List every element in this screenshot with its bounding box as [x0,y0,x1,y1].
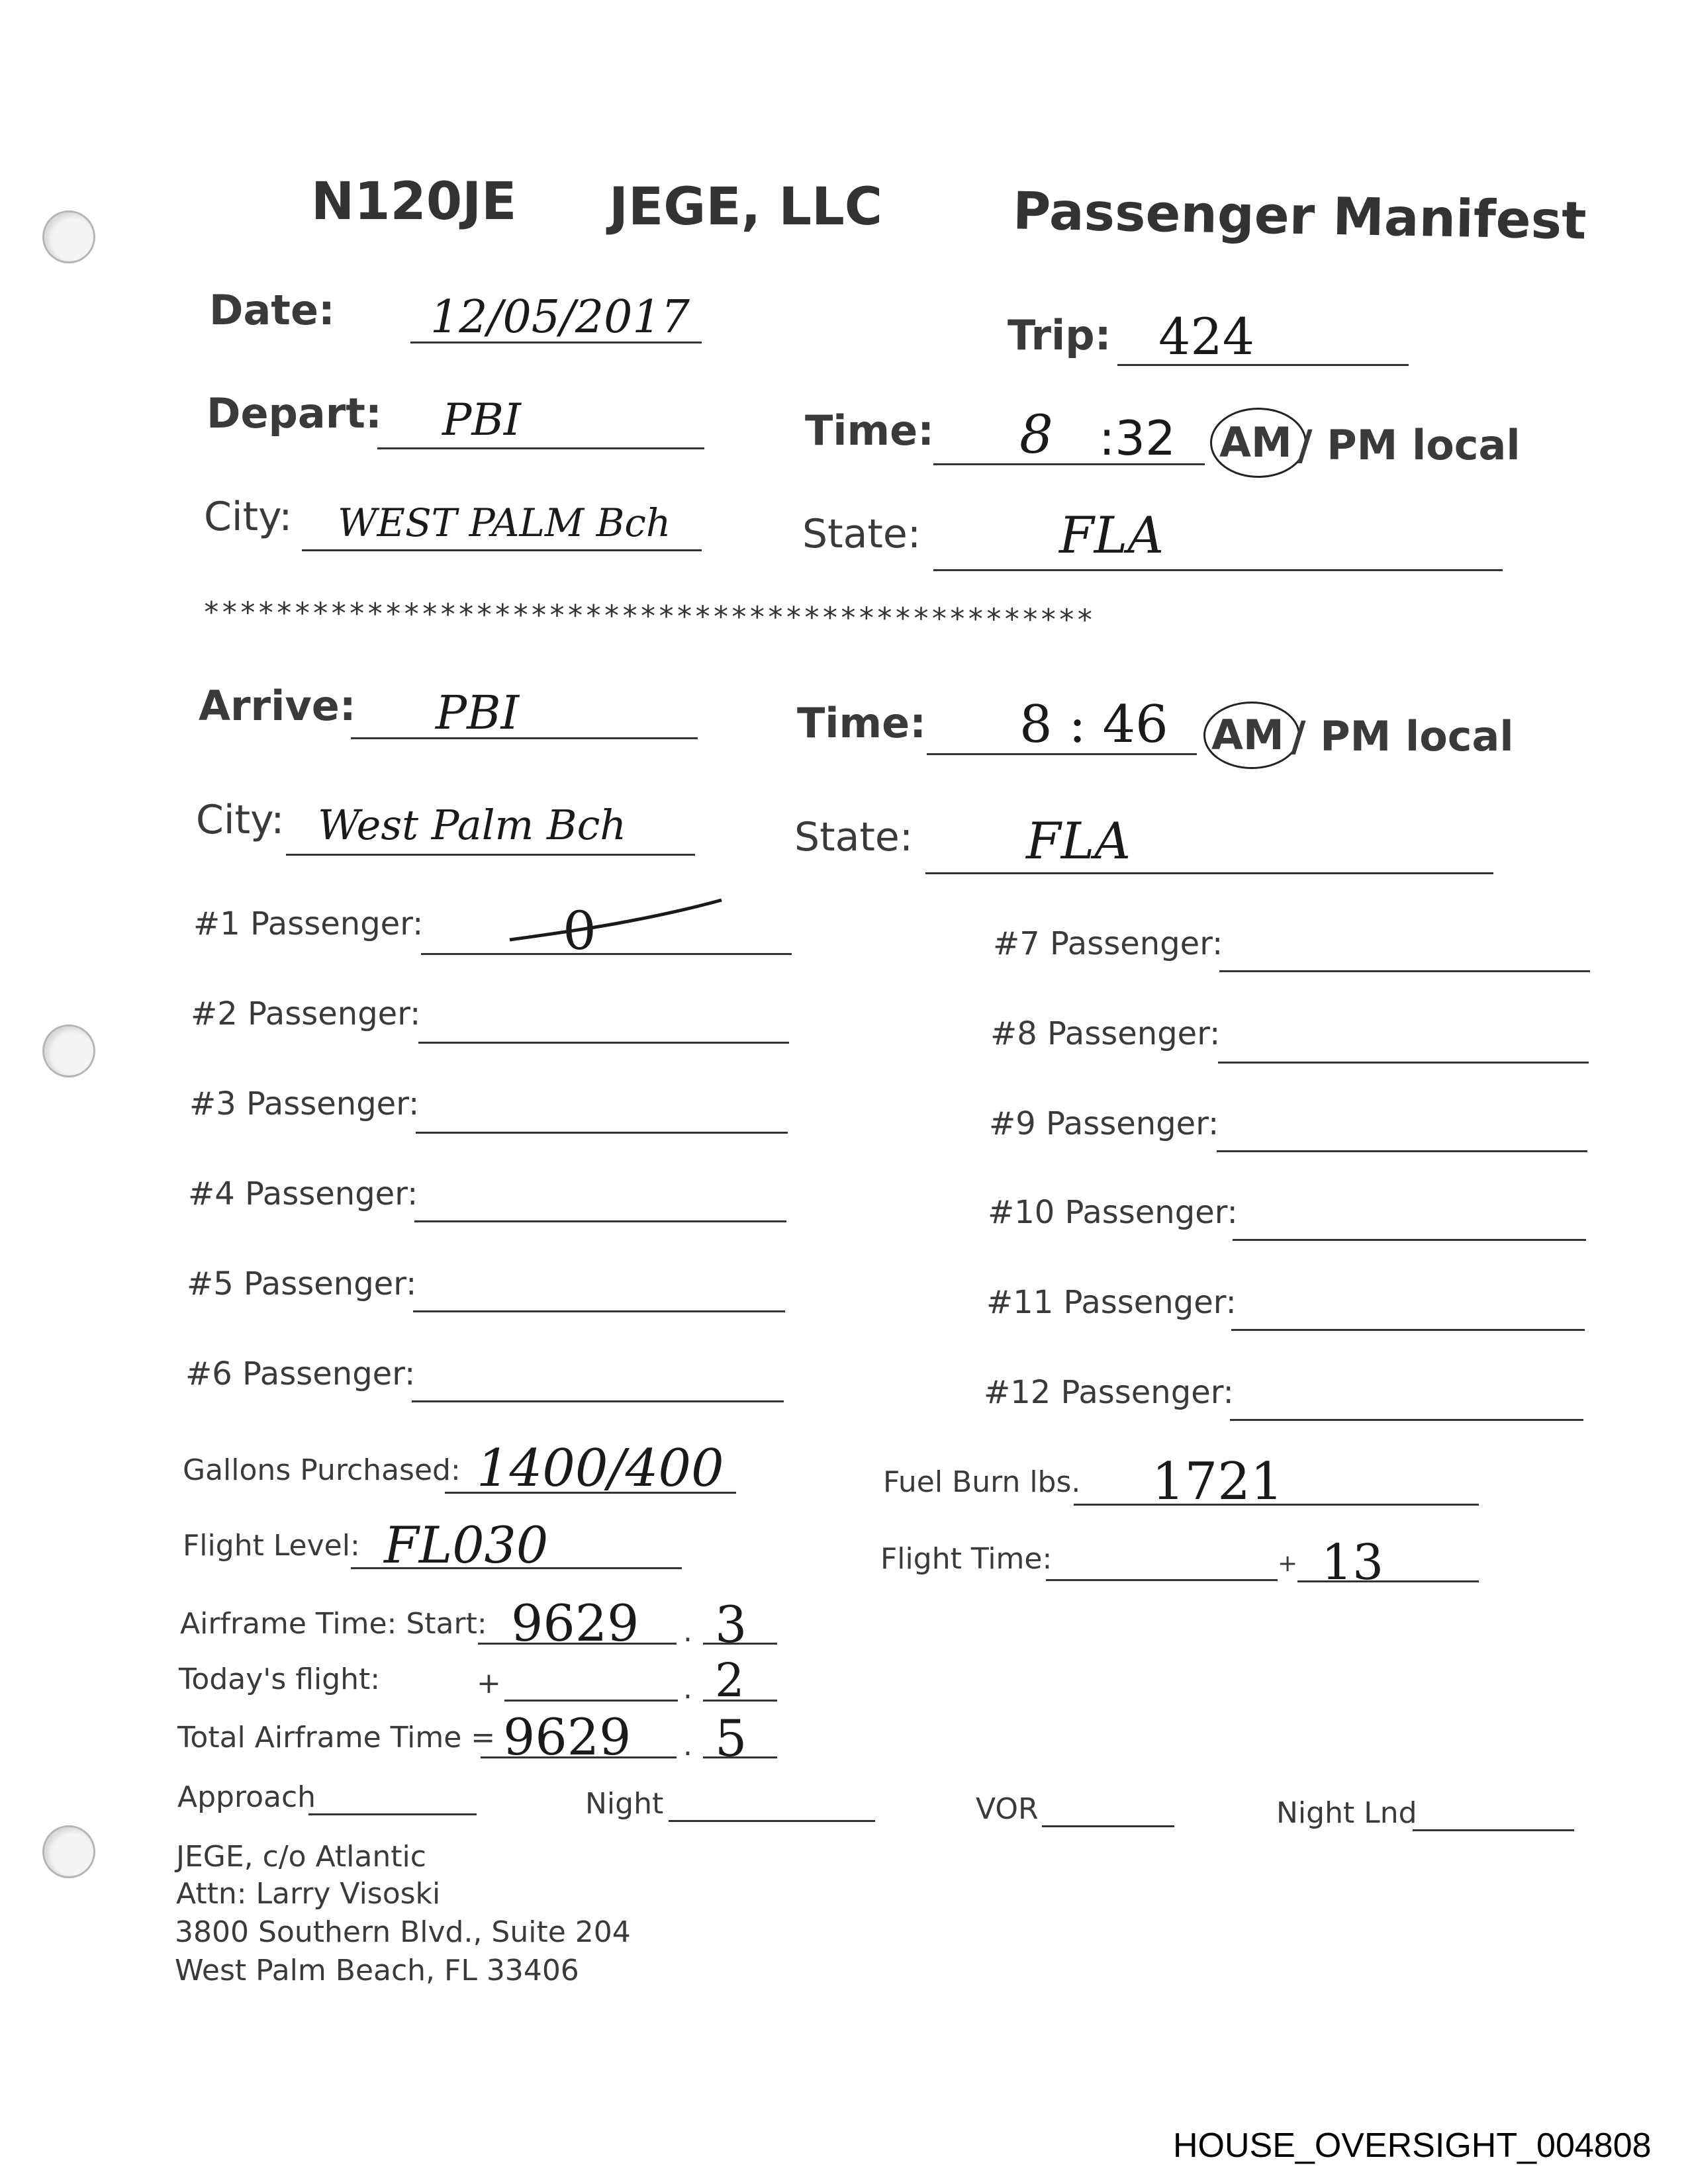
airframe-start-tenth[interactable]: 3 [715,1595,747,1654]
flight-time-plus: + [1278,1550,1298,1577]
flight-time-label: Flight Time: [880,1542,1053,1576]
flight-time-line [1046,1579,1278,1581]
arrive-state-label: State: [794,814,914,860]
passenger-11-line [1231,1329,1585,1331]
gallons-label: Gallons Purchased: [183,1453,461,1487]
passenger-5-line [413,1310,785,1312]
passenger-4-label: #4 Passenger: [188,1175,418,1212]
address-line-2: Attn: Larry Visoski [176,1877,441,1911]
total-airframe-dot: . [683,1729,692,1762]
date-label: Date: [209,286,335,334]
depart-state-value[interactable]: FLA [1059,506,1164,565]
passenger-12-line [1230,1419,1583,1421]
passenger-8-label: #8 Passenger: [990,1015,1221,1052]
airframe-start-whole[interactable]: 9629 [511,1594,639,1653]
total-airframe-whole[interactable]: 9629 [503,1707,632,1766]
passenger-9-label: #9 Passenger: [989,1105,1219,1142]
bates-number: HOUSE_OVERSIGHT_004808 [1173,2126,1652,2165]
today-flight-line [504,1700,678,1702]
depart-label: Depart: [207,389,382,437]
arrive-city-line [286,854,695,856]
passenger-1-label: #1 Passenger: [193,905,424,942]
passenger-9-line [1217,1150,1587,1152]
passenger-10-label: #10 Passenger: [988,1194,1238,1231]
arrive-state-value[interactable]: FLA [1026,811,1131,870]
night-label: Night [585,1787,664,1821]
punch-hole-bottom [42,1825,95,1878]
depart-time-label: Time: [805,406,934,455]
flight-time-value[interactable]: 13 [1321,1534,1384,1591]
today-flight-label: Today's flight: [179,1662,381,1696]
today-flight-tenth[interactable]: 2 [715,1653,745,1707]
address-line-3: 3800 Southern Blvd., Suite 204 [175,1915,631,1949]
airframe-start-label: Airframe Time: Start: [180,1607,487,1641]
passenger-6-line [412,1400,784,1402]
passenger-10-line [1233,1239,1586,1241]
depart-state-label: State: [802,511,921,557]
section-separator: ************************************************* [202,596,1095,637]
arrive-time-value[interactable]: 8 : 46 [1019,695,1168,754]
passenger-12-label: #12 Passenger: [984,1374,1234,1411]
tail-number: N120JE [311,172,517,232]
arrive-label: Arrive: [199,682,356,730]
passenger-5-label: #5 Passenger: [187,1265,417,1302]
today-flight-dot: . [683,1672,692,1706]
arrive-time-label: Time: [797,699,926,747]
airframe-start-dot: . [683,1615,692,1649]
passenger-1-line [421,953,792,955]
date-value[interactable]: 12/05/2017 [430,291,690,343]
depart-city-line [302,549,702,551]
today-flight-plus: + [477,1666,501,1700]
depart-value[interactable]: PBI [442,394,521,445]
passenger-3-line [416,1132,788,1134]
total-airframe-label: Total Airframe Time = [177,1721,496,1754]
passenger-2-label: #2 Passenger: [191,995,421,1032]
depart-city-value[interactable]: WEST PALM Bch [338,500,671,545]
trip-label: Trip: [1008,311,1111,359]
fuel-burn-label: Fuel Burn lbs. [883,1465,1081,1499]
arrive-line [351,737,698,739]
passenger-1-strike-icon [503,893,728,953]
arrive-city-value[interactable]: West Palm Bch [318,801,627,849]
depart-state-line [933,569,1503,571]
punch-hole-top [42,210,95,263]
punch-hole-middle [42,1024,95,1077]
passenger-7-line [1219,970,1590,972]
depart-pm-local: / PM local [1297,421,1521,469]
flight-level-value[interactable]: FL030 [384,1516,549,1574]
passenger-8-line [1218,1062,1589,1064]
passenger-2-line [418,1042,789,1044]
approach-line [308,1813,477,1815]
address-line-4: West Palm Beach, FL 33406 [175,1954,579,1987]
arrive-value[interactable]: PBI [436,686,520,740]
flight-level-label: Flight Level: [183,1529,360,1563]
depart-city-label: City: [204,494,293,540]
arrive-city-label: City: [196,797,285,843]
page-title: Passenger Manifest [1012,181,1587,251]
vor-line [1042,1825,1174,1827]
passenger-11-label: #11 Passenger: [986,1284,1237,1321]
gallons-value[interactable]: 1400/400 [477,1439,724,1498]
arrive-am: AM [1211,711,1284,759]
night-lnd-label: Night Lnd [1276,1796,1417,1830]
passenger-4-line [414,1220,786,1222]
approach-label: Approach [177,1780,316,1814]
depart-line [377,447,704,449]
fuel-burn-value[interactable]: 1721 [1152,1452,1284,1512]
passenger-6-label: #6 Passenger: [185,1355,416,1392]
passenger-1-value[interactable]: 0 [563,900,596,962]
arrive-pm-local: / PM local [1291,712,1514,760]
arrive-state-line [925,872,1493,874]
address-line-1: JEGE, c/o Atlantic [176,1840,426,1874]
company-name: JEGE, LLC [609,177,883,237]
depart-am: AM [1219,418,1292,467]
trip-value[interactable]: 424 [1158,307,1255,366]
vor-label: VOR [976,1792,1039,1826]
depart-time-minutes[interactable]: :32 [1099,410,1176,466]
passenger-7-label: #7 Passenger: [993,925,1223,962]
total-airframe-tenth[interactable]: 5 [715,1709,747,1768]
passenger-3-label: #3 Passenger: [189,1085,420,1122]
night-line [669,1820,875,1822]
night-lnd-line [1413,1829,1574,1831]
depart-time-hour[interactable]: 8 [1019,404,1053,465]
